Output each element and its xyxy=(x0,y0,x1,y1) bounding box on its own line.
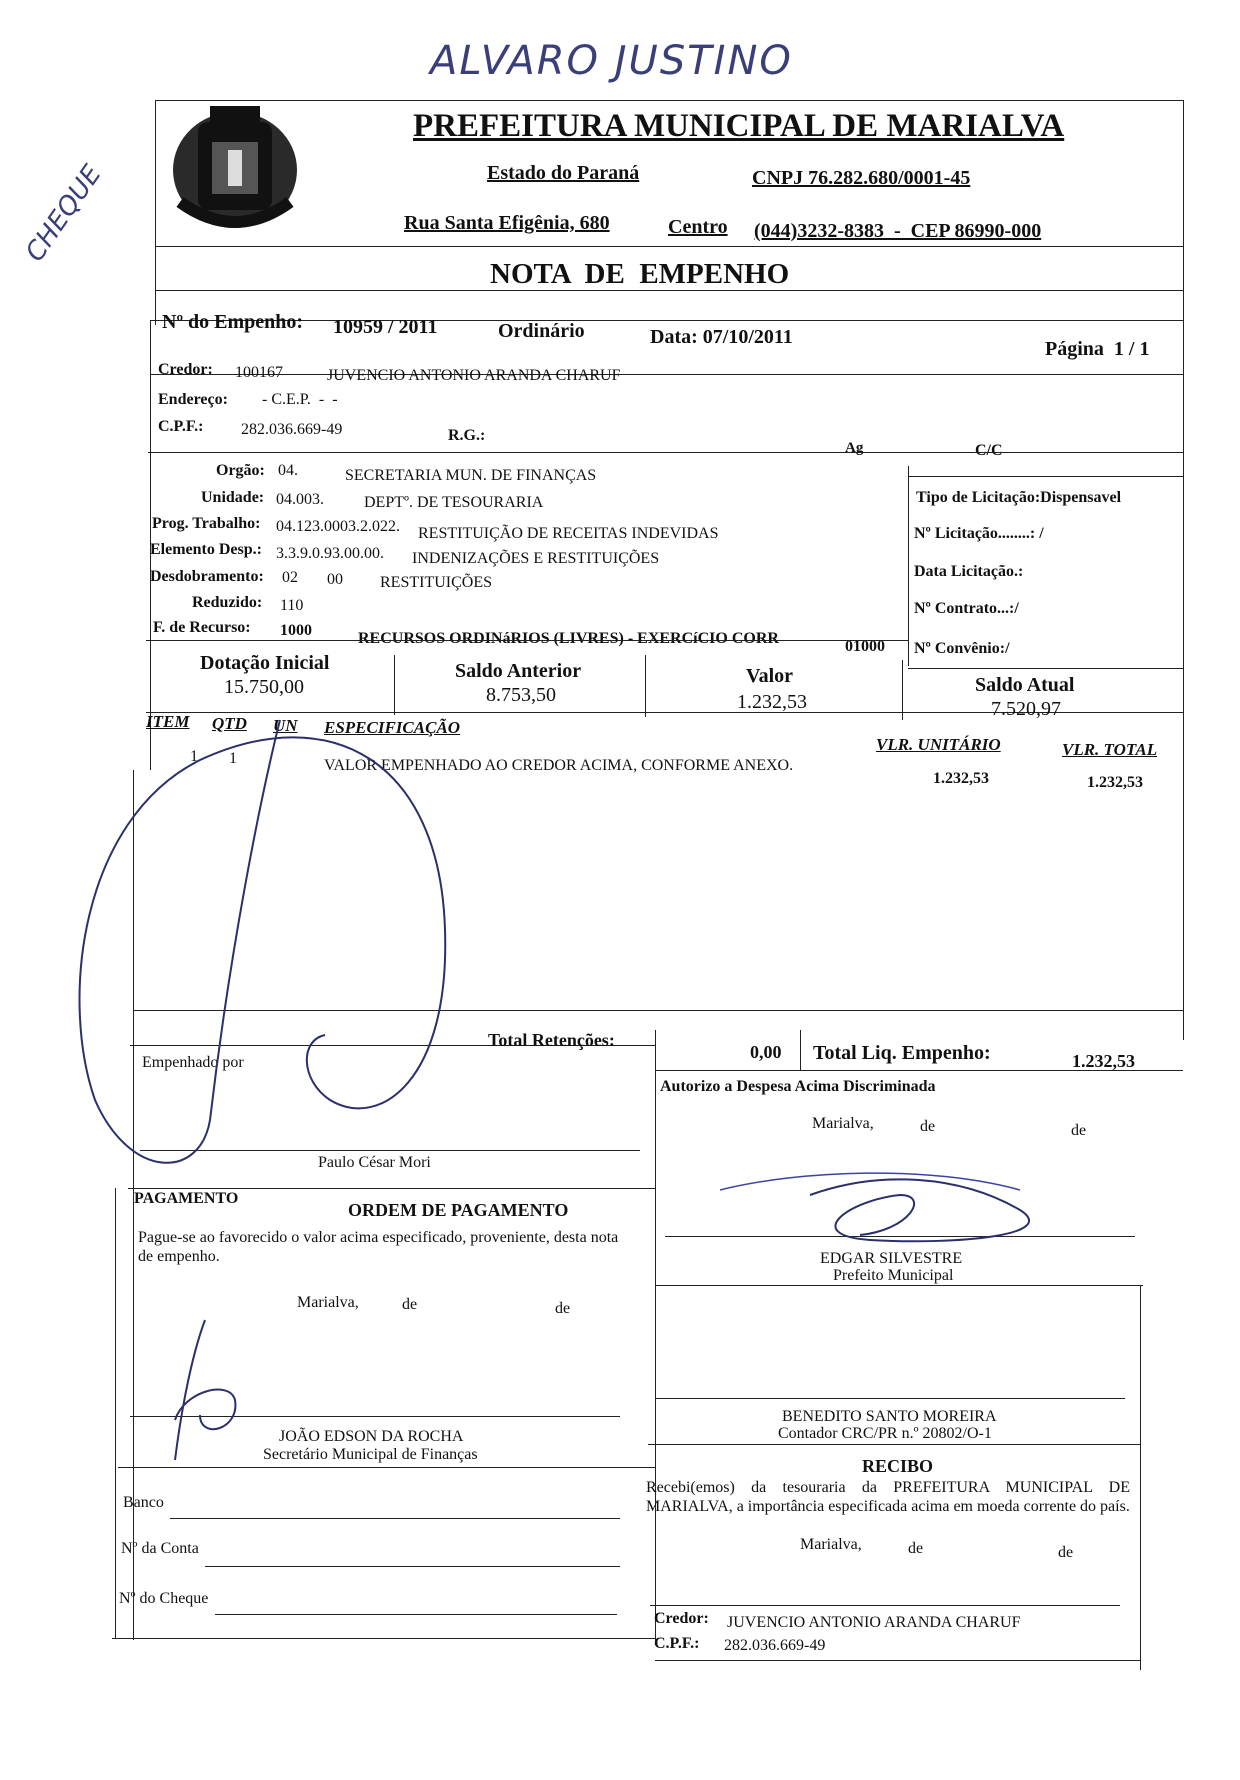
orgao-code: 04. xyxy=(278,462,298,479)
empenhado-por-label: Empenhado por xyxy=(142,1054,244,1071)
autorizo-label: Autorizo a Despesa Acima Discriminada xyxy=(660,1078,936,1095)
saldo-anterior-label: Saldo Anterior xyxy=(455,660,582,682)
col-un: UN xyxy=(273,716,298,735)
prefeito-nome: EDGAR SILVESTRE xyxy=(820,1250,963,1267)
item-especificacao: VALOR EMPENHADO AO CREDOR ACIMA, CONFORME ANEXO. xyxy=(324,757,794,774)
credor-label: Credor: xyxy=(158,361,213,378)
recibo-de-2: de xyxy=(1058,1544,1074,1561)
total-retencoes-value: 0,00 xyxy=(750,1042,782,1062)
secretario-cargo: Secretário Municipal de Finanças xyxy=(263,1446,478,1463)
col-especificacao: ESPECIFICAÇÃO xyxy=(324,718,461,737)
recibo-texto: Recebi(emos) da tesouraria da PREFEITURA MUNICIPAL DE MARIALVA, a importância especificada acima em moeda corrente do país. xyxy=(646,1479,1130,1515)
recurso-number: 01000 xyxy=(845,638,885,655)
handwritten-note-top: ALVARO JUSTINO xyxy=(430,38,793,84)
elem-name: INDENIZAÇÕES E RESTITUIÇÕES xyxy=(412,550,660,567)
recibo-title: RECIBO xyxy=(862,1456,934,1476)
empenhado-por-nome: Paulo César Mori xyxy=(318,1154,431,1171)
valor-label: Valor xyxy=(746,665,794,687)
empenho-number-label: Nº do Empenho: xyxy=(162,311,304,333)
recibo-local: Marialva, xyxy=(800,1536,862,1553)
contador-cargo: Contador CRC/PR n.º 20802/O-1 xyxy=(778,1425,992,1442)
autorizo-local: Marialva, xyxy=(812,1115,874,1132)
pagamento-label: PAGAMENTO xyxy=(134,1190,239,1207)
desd-b: 00 xyxy=(327,571,343,588)
elem-code: 3.3.9.0.93.00.00. xyxy=(276,545,384,562)
valor-value: 1.232,53 xyxy=(737,691,807,713)
col-vlr-total: VLR. TOTAL xyxy=(1062,740,1158,759)
ag-label: Ag xyxy=(845,440,864,456)
reduzido-label: Reduzido: xyxy=(192,594,263,611)
empenho-date: Data: 07/10/2011 xyxy=(650,326,793,348)
autorizo-de-1: de xyxy=(920,1118,936,1135)
item-vlr-total: 1.232,53 xyxy=(1087,774,1143,791)
unidade-name: DEPTº. DE TESOURARIA xyxy=(364,494,544,511)
item-number: 1 xyxy=(190,748,198,765)
col-qtd: QTD xyxy=(212,714,247,733)
licitacao-numero: Nº Licitação........: / xyxy=(914,525,1044,542)
recurso-code: 1000 xyxy=(280,622,312,639)
saldo-anterior-value: 8.753,50 xyxy=(486,684,556,706)
total-retencoes-label: Total Retenções: xyxy=(488,1030,615,1050)
empenho-number: 10959 / 2011 xyxy=(333,316,438,338)
elem-label: Elemento Desp.: xyxy=(150,541,262,558)
unidade-code: 04.003. xyxy=(276,491,324,508)
credor-name: JUVENCIO ANTONIO ARANDA CHARUF xyxy=(327,367,621,384)
pagamento-de-1: de xyxy=(402,1296,418,1313)
prefeito-cargo: Prefeito Municipal xyxy=(833,1267,954,1284)
header-district: Centro xyxy=(668,216,728,238)
item-qtd: 1 xyxy=(229,750,237,767)
prog-code: 04.123.0003.2.022. xyxy=(276,518,400,535)
rg-label: R.G.: xyxy=(448,427,486,444)
credor-code: 100167 xyxy=(235,364,283,381)
pagamento-local: Marialva, xyxy=(297,1294,359,1311)
conta-label: Nº da Conta xyxy=(121,1540,199,1557)
total-liq-value: 1.232,53 xyxy=(1072,1051,1135,1071)
desd-name: RESTITUIÇÕES xyxy=(380,574,492,591)
contrato-numero: Nº Contrato...:/ xyxy=(914,600,1019,617)
empenho-type: Ordinário xyxy=(498,320,585,342)
pagamento-texto: Pague-se ao favorecido o valor acima especificado, proveniente, desta nota de empenho. xyxy=(138,1229,619,1265)
cpf-value: 282.036.669-49 xyxy=(241,421,343,438)
recibo-credor-nome: JUVENCIO ANTONIO ARANDA CHARUF xyxy=(727,1614,1021,1631)
desd-label: Desdobramento: xyxy=(150,568,264,585)
recibo-cpf-value: 282.036.669-49 xyxy=(724,1637,826,1654)
col-item: ITEM xyxy=(146,712,190,731)
header-title: PREFEITURA MUNICIPAL DE MARIALVA xyxy=(413,108,1065,144)
saldo-atual-label: Saldo Atual xyxy=(975,674,1075,696)
prog-name: RESTITUIÇÃO DE RECEITAS INDEVIDAS xyxy=(418,525,719,542)
coat-of-arms-logo xyxy=(160,92,310,242)
item-vlr-unitario: 1.232,53 xyxy=(933,770,989,787)
convenio-numero: Nº Convênio:/ xyxy=(914,640,1010,657)
handwritten-note-side: CHEQUE xyxy=(20,159,108,268)
header-address: Rua Santa Efigênia, 680 xyxy=(404,212,610,234)
page-number: Página 1 / 1 xyxy=(1045,338,1150,360)
recibo-credor-label: Credor: xyxy=(654,1610,709,1627)
autorizo-de-2: de xyxy=(1071,1122,1087,1139)
desd-a: 02 xyxy=(282,569,298,586)
recurso-label: F. de Recurso: xyxy=(153,619,251,636)
prog-label: Prog. Trabalho: xyxy=(152,515,261,532)
recurso-name: RECURSOS ORDINáRIOS (LIVRES) - EXERCíCIO CORR xyxy=(358,630,779,647)
header-phone-cep: (044)3232-8383 - CEP 86990-000 xyxy=(754,220,1042,242)
recibo-de-1: de xyxy=(908,1540,924,1557)
dotacao-inicial-value: 15.750,00 xyxy=(224,676,304,698)
recibo-cpf-label: C.P.F.: xyxy=(654,1635,700,1652)
endereco-label: Endereço: xyxy=(158,391,228,408)
dotacao-inicial-label: Dotação Inicial xyxy=(200,652,330,674)
cc-label: C/C xyxy=(975,442,1003,459)
contador-nome: BENEDITO SANTO MOREIRA xyxy=(782,1408,997,1425)
licitacao-tipo: Tipo de Licitação:Dispensavel xyxy=(916,489,1122,506)
endereco-value: - C.E.P. - - xyxy=(262,391,338,408)
unidade-label: Unidade: xyxy=(201,489,265,506)
header-cnpj: CNPJ 76.282.680/0001-45 xyxy=(752,167,971,189)
secretario-nome: JOÃO EDSON DA ROCHA xyxy=(279,1428,464,1445)
orgao-name: SECRETARIA MUN. DE FINANÇAS xyxy=(345,467,597,484)
reduzido-value: 110 xyxy=(280,597,304,614)
saldo-atual-value: 7.520,97 xyxy=(991,698,1061,720)
licitacao-data: Data Licitação.: xyxy=(914,563,1024,580)
orgao-label: Orgão: xyxy=(216,462,265,479)
header-state: Estado do Paraná xyxy=(487,162,640,184)
cpf-label: C.P.F.: xyxy=(158,418,204,435)
total-liq-label: Total Liq. Empenho: xyxy=(813,1042,991,1064)
pagamento-de-2: de xyxy=(555,1300,571,1317)
banco-label: Banco xyxy=(123,1494,164,1511)
ordem-pagamento-title: ORDEM DE PAGAMENTO xyxy=(348,1200,569,1220)
col-vlr-unitario: VLR. UNITÁRIO xyxy=(876,735,1001,754)
doc-title: NOTA DE EMPENHO xyxy=(490,258,790,290)
cheque-label: Nº do Cheque xyxy=(119,1590,209,1607)
